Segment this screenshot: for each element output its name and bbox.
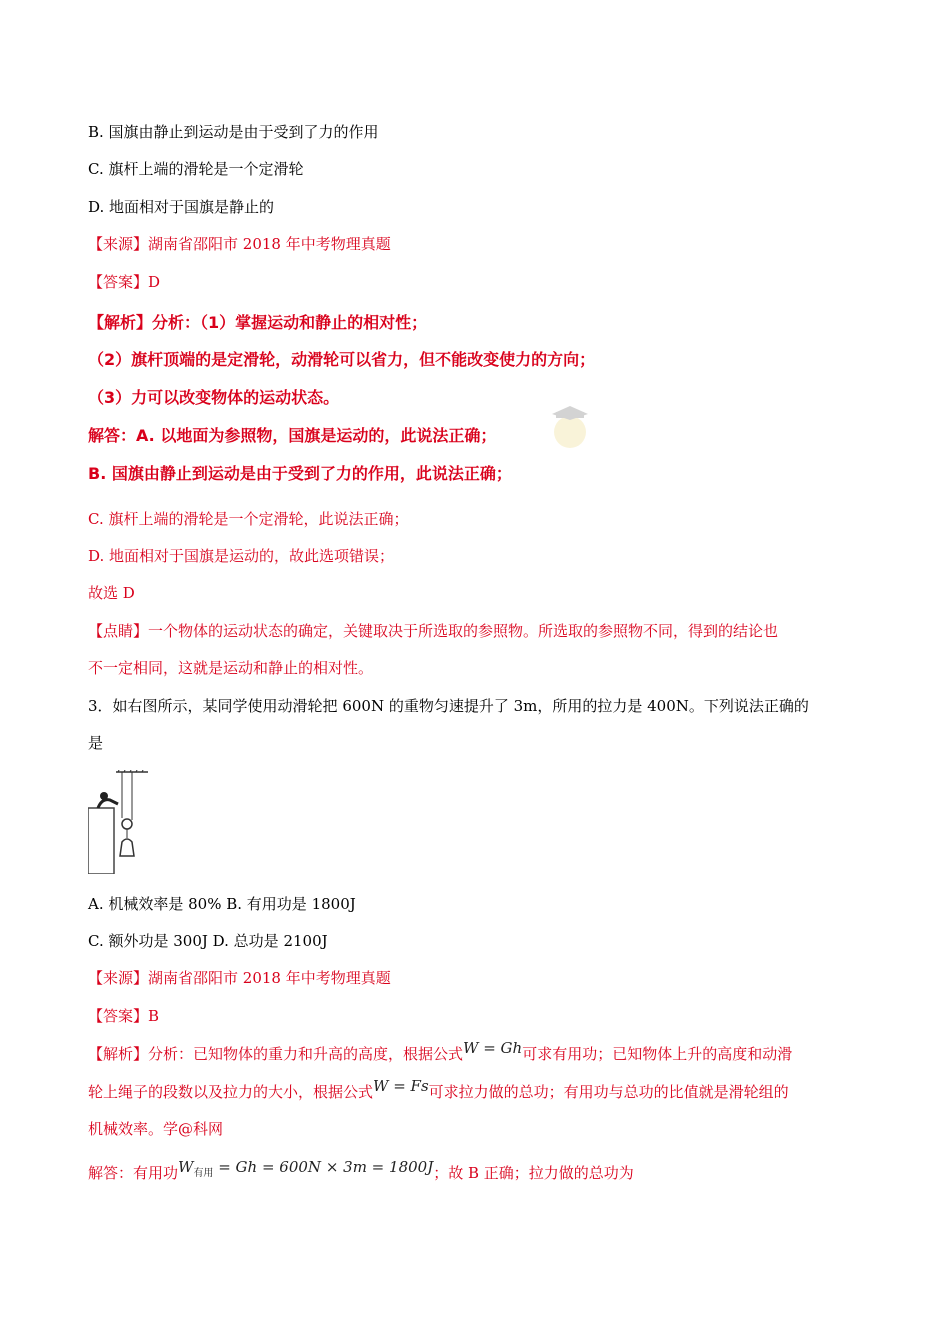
pulley-figure — [88, 770, 150, 874]
watermark-icon — [540, 400, 600, 460]
option-b: B. 国旗由静止到运动是由于受到了力的作用 — [88, 123, 379, 141]
question-3b: 是 — [88, 734, 104, 752]
analysis-1-line-7: D. 地面相对于国旗是运动的，故此选项错误； — [88, 547, 395, 565]
analysis-1-line-1: 【解析】分析：（1）掌握运动和静止的相对性； — [88, 313, 428, 332]
formula-rest: = Gh = 600N × 3m = 1800J — [213, 1158, 434, 1176]
analysis-2-line-4 — [88, 1158, 634, 1191]
formula-w: W — [178, 1158, 194, 1176]
analysis-1-line-6: C. 旗杆上端的滑轮是一个定滑轮，此说法正确； — [88, 510, 409, 528]
analysis-2-text-4a: 解答：有用功 — [88, 1164, 179, 1182]
point-1: 【点睛】一个物体的运动状态的确定，关键取决于所选取的参照物。所选取的参照物不同，得到的结论也 — [88, 622, 779, 640]
source-1: 【来源】湖南省邵阳市 2018 年中考物理真题 — [88, 235, 391, 253]
analysis-2-text-2a: 轮上绳子的段数以及拉力的大小，根据公式 — [88, 1083, 374, 1101]
analysis-1-line-2: （2）旗杆顶端的是定滑轮，动滑轮可以省力，但不能改变使力的方向； — [88, 350, 596, 369]
question-3-options-ab: A. 机械效率是 80% B. 有用功是 1800J — [88, 895, 356, 913]
formula-w-gh: W = Gh — [463, 1039, 523, 1057]
point-1b: 不一定相同，这就是运动和静止的相对性。 — [88, 659, 374, 677]
question-3: 3．如右图所示，某同学使用动滑轮把 600N 的重物匀速提升了 3m，所用的拉力是 400N。下列说法正确的 — [88, 697, 809, 715]
analysis-1-line-4: 解答：A. 以地面为参照物，国旗是运动的，此说法正确； — [88, 426, 497, 445]
analysis-2-line-2 — [88, 1077, 789, 1103]
analysis-1-line-3: （3）力可以改变物体的运动状态。 — [88, 388, 340, 407]
analysis-2-text-2b: 可求拉力做的总功；有用功与总功的比值就是滑轮组的 — [428, 1083, 789, 1101]
answer-2: 【答案】B — [88, 1007, 160, 1025]
answer-1: 【答案】D — [88, 273, 161, 291]
formula-useful-work — [178, 1158, 434, 1179]
analysis-2-line-3: 机械效率。学@科网 — [88, 1120, 224, 1138]
analysis-2-line-1 — [88, 1039, 793, 1065]
formula-w-fs: W = Fs — [373, 1077, 429, 1095]
formula-subscript: 有用 — [193, 1168, 214, 1179]
analysis-2-text-1a: 【解析】分析：已知物体的重力和升高的高度，根据公式 — [88, 1045, 464, 1063]
source-2: 【来源】湖南省邵阳市 2018 年中考物理真题 — [88, 969, 391, 987]
analysis-1-line-5: B. 国旗由静止到运动是由于受到了力的作用，此说法正确； — [88, 464, 512, 483]
option-c: C. 旗杆上端的滑轮是一个定滑轮 — [88, 160, 304, 178]
option-d: D. 地面相对于国旗是静止的 — [88, 198, 275, 216]
analysis-2-text-1b: 可求有用功；已知物体上升的高度和动滑 — [522, 1045, 793, 1063]
choose-1: 故选 D — [88, 584, 135, 602]
question-3-options-cd: C. 额外功是 300J D. 总功是 2100J — [88, 932, 328, 950]
analysis-2-text-4b: ；故 B 正确；拉力做的总功为 — [433, 1164, 634, 1182]
